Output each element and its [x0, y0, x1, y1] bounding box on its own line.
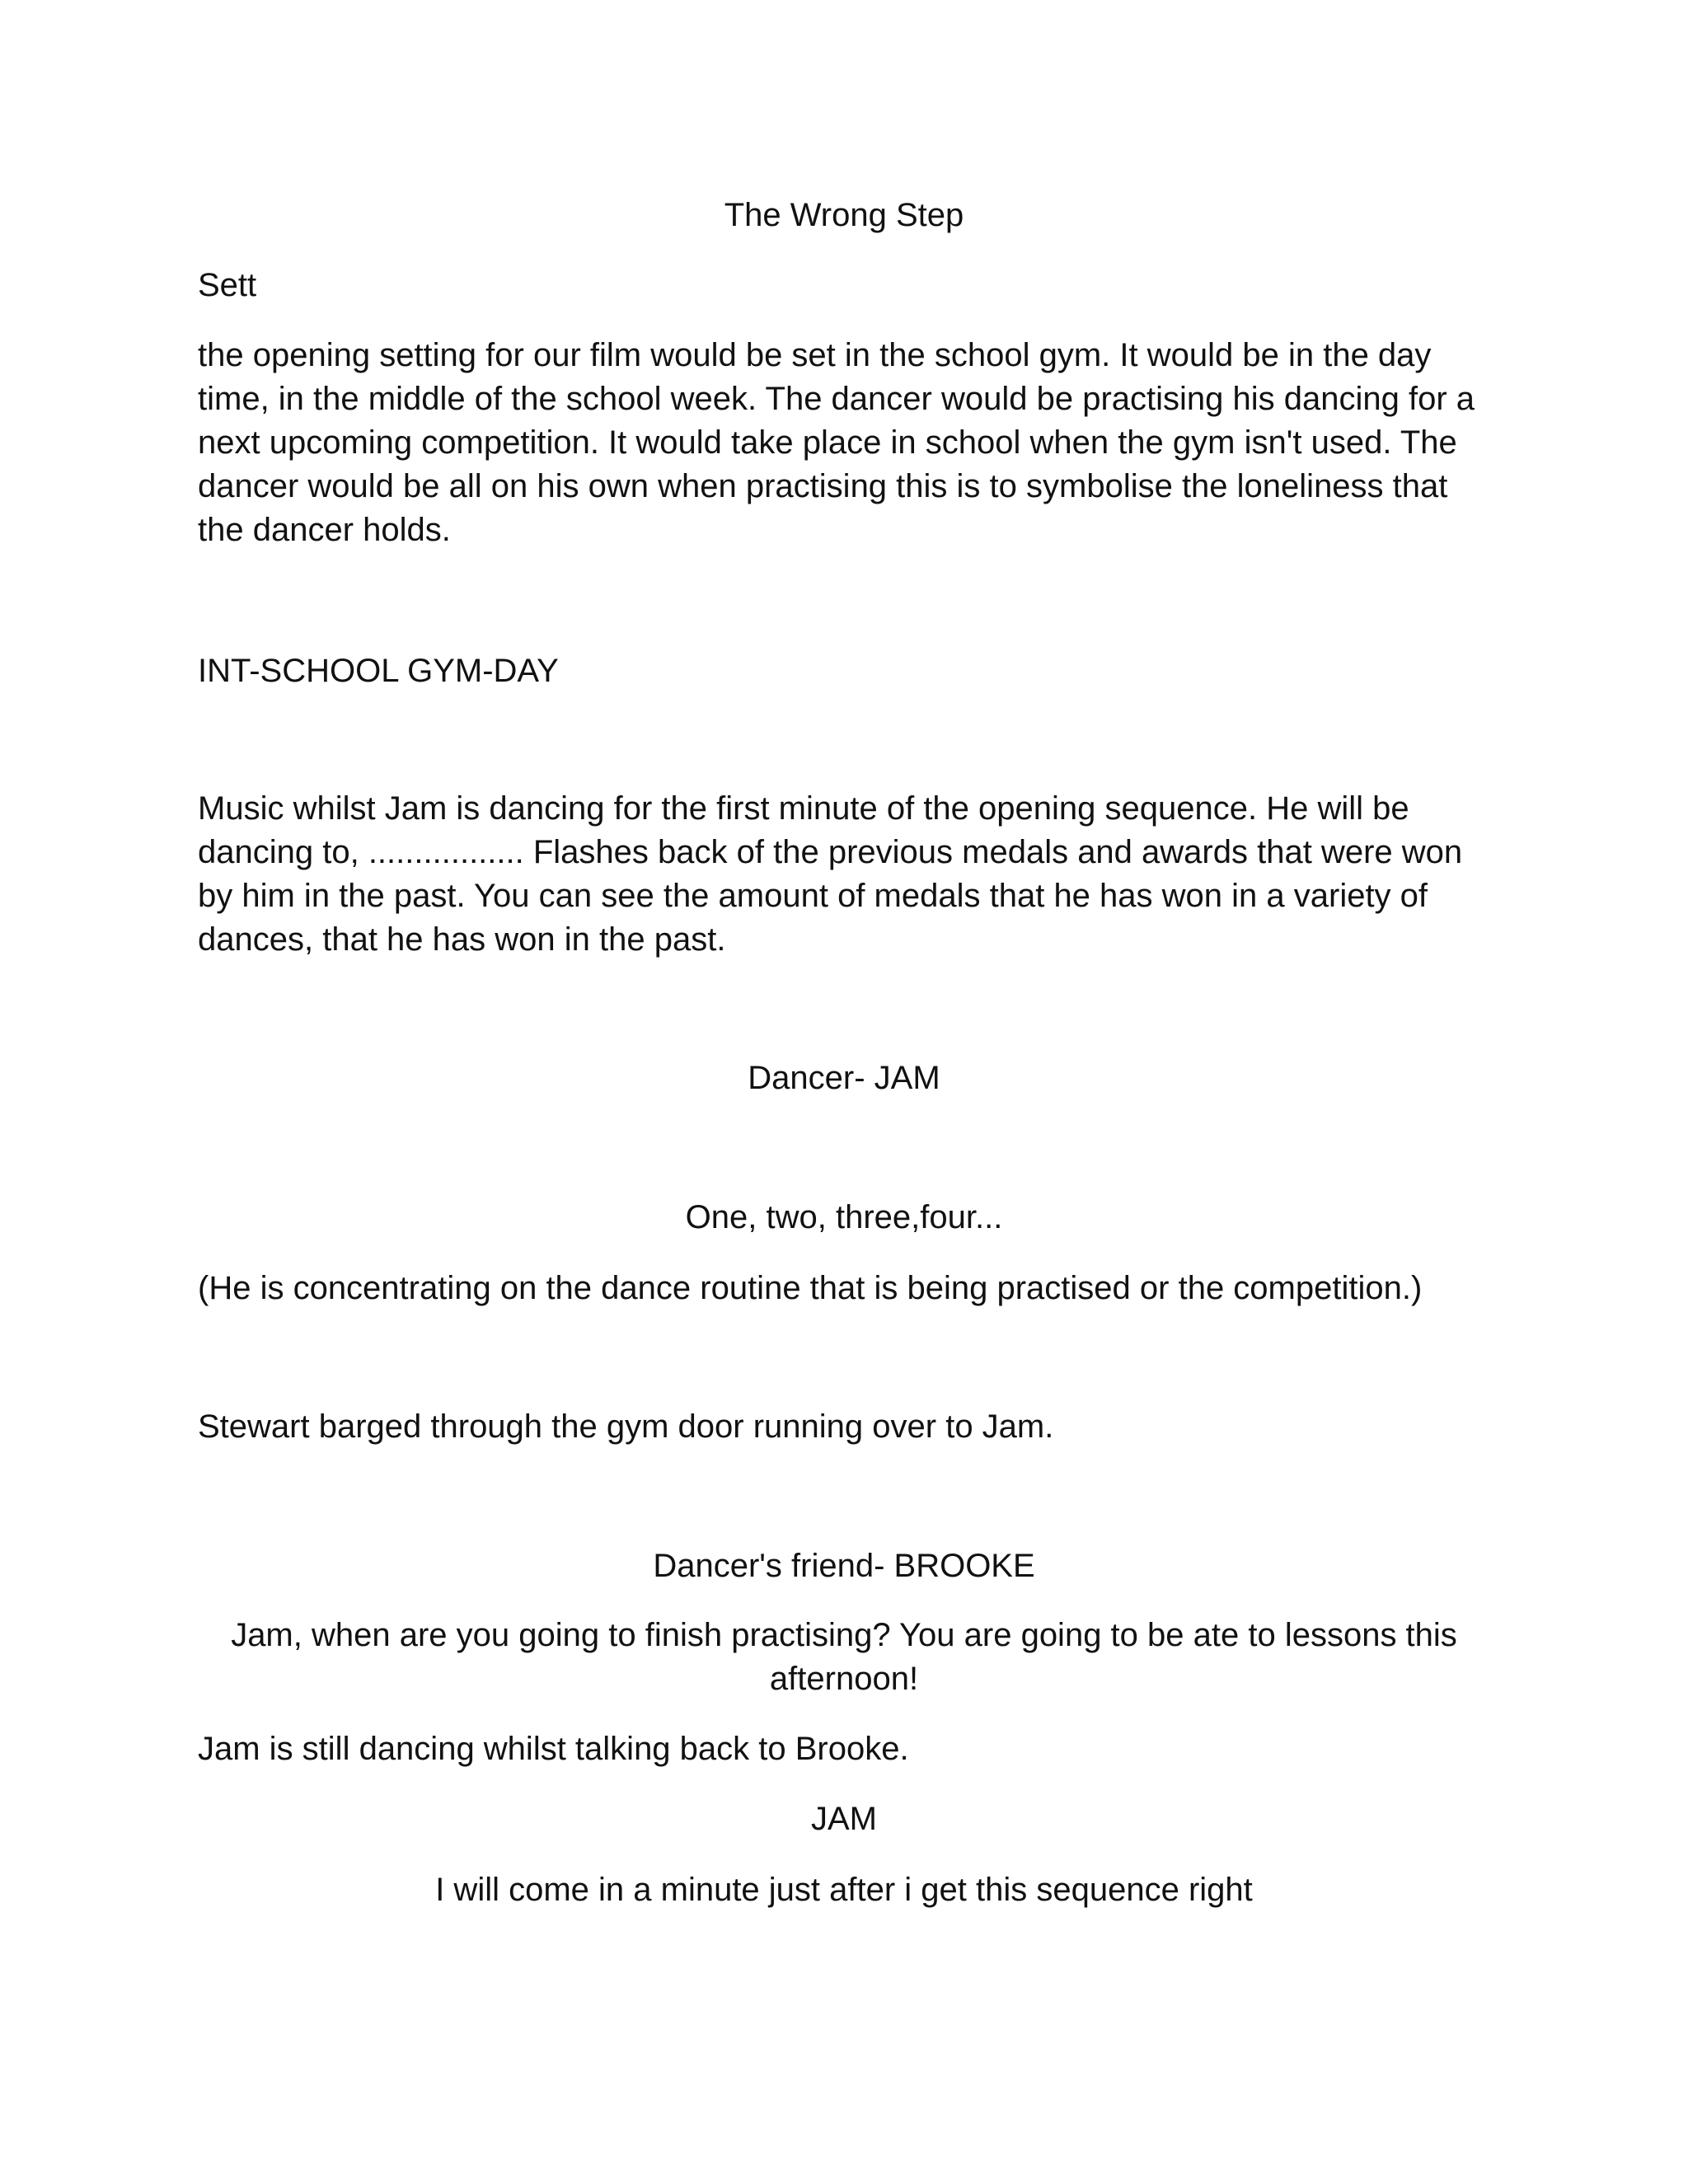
dialogue-jam: I will come in a minute just after i get this sequence right	[435, 1872, 1253, 1908]
parenthetical: (He is concentrating on the dance routine that is being practised or the competition.)	[198, 1270, 1423, 1306]
character-name-brooke: Dancer's friend- BROOKE	[653, 1548, 1035, 1584]
dialogue-line: afternoon!	[769, 1661, 919, 1697]
section-label: Sett	[198, 267, 257, 303]
document-title: The Wrong Step	[724, 197, 964, 233]
action-paragraph-1	[198, 787, 1492, 962]
action-line: dances, that he has won in the past.	[198, 921, 726, 958]
dialogue-line: Jam, when are you going to finish practising? You are going to be ate to lessons this	[231, 1617, 1457, 1653]
dialogue-counting: One, two, three,four...	[685, 1199, 1003, 1235]
character-name-jam-dancer: Dancer- JAM	[748, 1060, 940, 1096]
setting-paragraph	[198, 334, 1492, 552]
scene-heading: INT-SCHOOL GYM-DAY	[198, 653, 559, 689]
setting-line: the opening setting for our film would be set in the school gym. It would be in the day	[198, 337, 1432, 373]
action-line-stewart: Stewart barged through the gym door running over to Jam.	[198, 1408, 1054, 1445]
action-line: Music whilst Jam is dancing for the first minute of the opening sequence. He will be	[198, 790, 1409, 827]
action-line: dancing to, ................. Flashes back of the previous medals and awards that were won	[198, 834, 1463, 870]
dialogue-brooke	[198, 1614, 1490, 1701]
setting-line: next upcoming competition. It would take place in school when the gym isn't used. The	[198, 424, 1457, 461]
action-line-jam-dancing: Jam is still dancing whilst talking back to Brooke.	[198, 1731, 909, 1767]
setting-line: time, in the middle of the school week. The dancer would be practising his dancing for a	[198, 381, 1475, 417]
character-name-jam: JAM	[811, 1801, 877, 1837]
setting-line: the dancer holds.	[198, 512, 451, 548]
action-line: by him in the past. You can see the amount of medals that he has won in a variety of	[198, 878, 1428, 914]
setting-line: dancer would be all on his own when practising this is to symbolise the loneliness that	[198, 468, 1448, 504]
